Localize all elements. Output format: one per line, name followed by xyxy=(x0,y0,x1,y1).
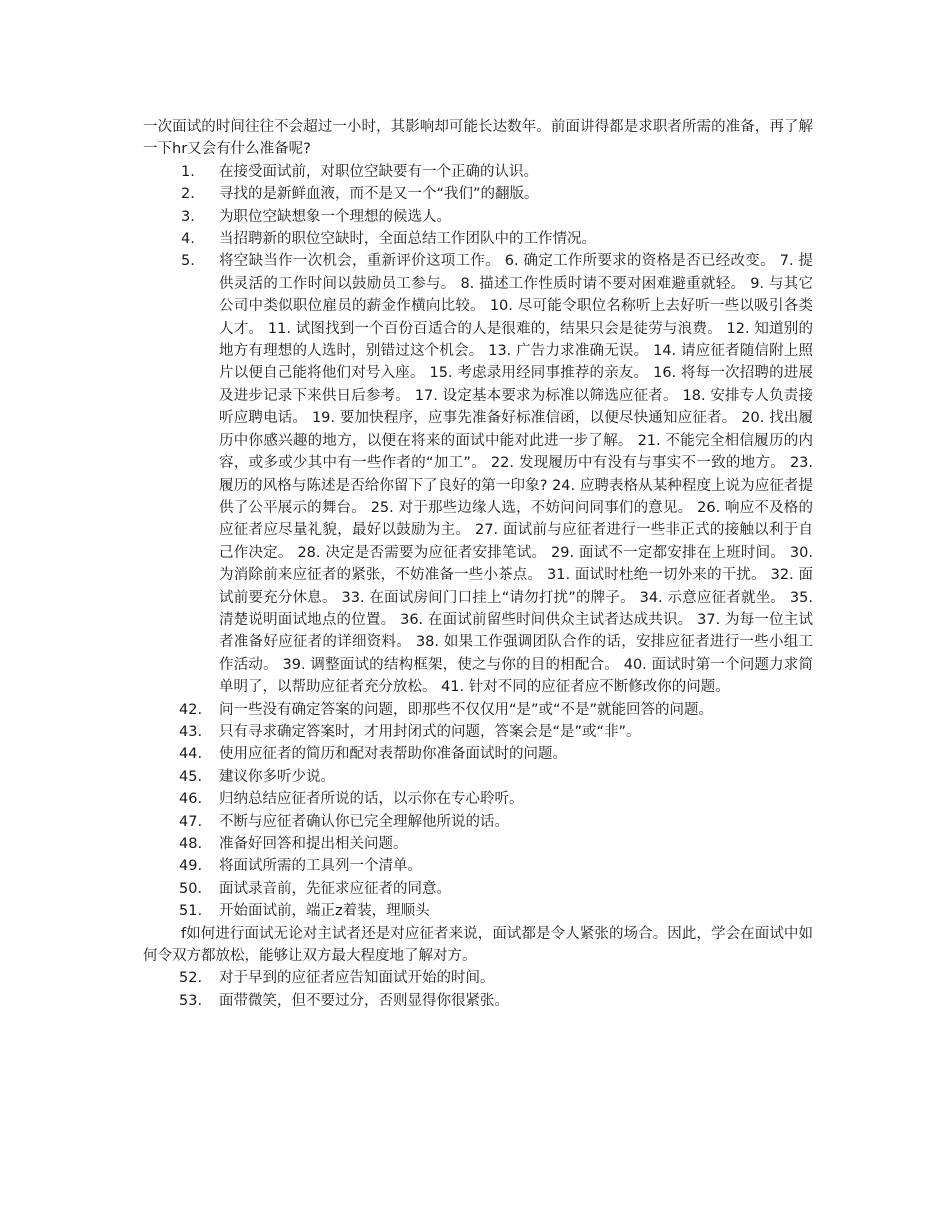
list-item-number: 2. xyxy=(181,186,195,203)
list-item-number: 5. xyxy=(181,253,195,270)
list-item xyxy=(143,228,813,250)
list-item-number: 1. xyxy=(181,163,195,180)
list-item-text: 对于早到的应征者应告知面试开始的时间。 xyxy=(219,970,495,987)
list-item xyxy=(143,967,813,989)
list-item-number: 48. xyxy=(179,836,203,852)
list-item-number: 4. xyxy=(181,231,195,248)
list-item-text: 将空缺当作一次机会，重新评价这项工作。 6. 确定工作所要求的资格是否已经改变。 7. 提供灵活的工作时间以鼓励员工参与。 8. 描述工作性质时请不要对困难避重就轻。 9. 与其它公司中类似职位雇员的薪金作横向比较。 10. 尽可能令职位名称听上去好听一些以吸引各类人才。 11. 试图找到一个百份百适合的人是很难的，结果只会是徒劳与浪费。 12. 知道别的地方有理想的人选时，别错过这个机会。 13. 广告力求准确无误。 14. 请应征者随信附上照片以便自己能将他们对号入座。 15. 考虑录用经同事推荐的亲友。 16. 将每一次招聘的进展及进步记录下来供日后参考。 17. 设定基本要求为标准以筛选应征者。 18. 安排专人负责接听应聘电话。 19. 要加快程序，应事先准备好标准信函，以便尽快通知应征者。 20. 找出履历中你感兴趣的地方，以便在将来的面试中能对此进一步了解。 21. 不能完全相信履历的内容，或多或少其中有一些作者的“加工”。 22. 发现履历中有没有与事实不一致的地方。 23. 履历的风格与陈述是否给你留下了良好的第一印象? 24. 应聘表格从某种程度上说为应征者提供了公平展示的舞台。 25. 对于那些边缘人选，不妨问问同事们的意见。 26. 响应不及格的应征者应尽量礼貌，最好以鼓励为主。 27. 面试前与应征者进行一些非正式的接触以利于自己作决定。 28. 决定是否需要为应征者安排笔试。 29. 面试不一定都安排在上班时间。 30. 为消除前来应征者的紧张，不妨准备一些小茶点。 31. 面试时杜绝一切外来的干扰。 32. 面试前要充分休息。 33. 在面试房间门口挂上“请勿打扰”的牌子。 34. 示意应征者就坐。 35. 清楚说明面试地点的位置。 36. 在面试前留些时间供众主试者达成共识。 37. 为每一位主试者准备好应征者的详细资料。 38. 如果工作强调团队合作的话，安排应征者进行一些小组工作活动。 39. 调整面试的结构框架，使之与你的目的相配合。 40. 面试时第一个问题力求简单明了，以帮助应征者充分放松。 41. 针对不同的应征者应不断修改你的问题。 xyxy=(219,253,813,696)
list-item-number: 43. xyxy=(179,723,203,740)
list-item-text: 寻找的是新鲜血液，而不是又一个“我们”的翻版。 xyxy=(219,186,539,203)
list-item-text: 开始面试前，端正z着装，理顺头 xyxy=(219,903,430,920)
list-item xyxy=(143,161,813,183)
list-item-text: 为职位空缺想象一个理想的候选人。 xyxy=(219,208,451,225)
list-item xyxy=(143,743,813,765)
list-item-number: 45. xyxy=(179,768,203,785)
list-item-number: 44. xyxy=(179,746,203,763)
list-item-text: 将面试所需的工具列一个清单。 xyxy=(219,858,422,875)
list-item-number: 42. xyxy=(179,701,203,718)
list-item-text: 使用应征者的简历和配对表帮助你准备面试时的问题。 xyxy=(219,746,567,763)
list-item-text: 建议你多听少说。 xyxy=(219,768,335,785)
list-item-text: 当招聘新的职位空缺时，全面总结工作团队中的工作情况。 xyxy=(219,231,596,248)
list-item-text: 归纳总结应征者所说的话，以示你在专心聆听。 xyxy=(219,791,524,808)
list-item xyxy=(143,766,813,788)
list-item xyxy=(143,833,813,855)
list-item-number: 47. xyxy=(179,813,203,830)
list-item-text: 面试录音前，先征求应征者的同意。 xyxy=(219,880,451,897)
list-item-text: 准备好回答和提出相关问题。 xyxy=(219,836,408,852)
list-item xyxy=(143,900,813,922)
list-item-text: 只有寻求确定答案时，才用封闭式的问题，答案会是“是”或“非”。 xyxy=(219,723,641,740)
list-c xyxy=(143,967,813,1012)
list-item-number: 53. xyxy=(179,992,203,1009)
list-item xyxy=(143,183,813,205)
list-item-text: 不断与应征者确认你已完全理解他所说的话。 xyxy=(219,813,509,830)
list-b xyxy=(143,699,813,923)
document-body xyxy=(143,116,813,1012)
intro-paragraph: 一次面试的时间往往不会超过一小时，其影响却可能长达数年。前面讲得都是求职者所需的准备，再了解一下hr又会有什么准备呢? xyxy=(143,119,813,158)
list-item xyxy=(143,788,813,810)
list-item-text: 问一些没有确定答案的问题，即那些不仅仅用“是”或“不是”就能回答的问题。 xyxy=(219,701,714,718)
list-item-number: 3. xyxy=(181,208,195,225)
list-item xyxy=(143,206,813,228)
list-item xyxy=(143,811,813,833)
list-item xyxy=(143,250,813,698)
list-item-number: 51. xyxy=(179,903,203,920)
list-item xyxy=(143,855,813,877)
list-item-number: 50. xyxy=(179,880,203,897)
list-item-text: 面带微笑，但不要过分，否则显得你很紧张。 xyxy=(219,992,509,1009)
list-item xyxy=(143,699,813,721)
list-item-number: 46. xyxy=(179,791,203,808)
section-paragraph: f如何进行面试无论对主试者还是对应征者来说，面试都是令人紧张的场合。因此，学会在面试中如何令双方都放松，能够让双方最大程度地了解对方。 xyxy=(143,925,813,965)
list-item xyxy=(143,721,813,743)
list-a xyxy=(143,161,813,699)
list-item-text: 在接受面试前，对职位空缺要有一个正确的认识。 xyxy=(219,163,538,180)
list-item xyxy=(143,878,813,900)
list-item-number: 52. xyxy=(179,970,203,987)
list-item xyxy=(143,990,813,1012)
list-item-number: 49. xyxy=(179,858,203,875)
